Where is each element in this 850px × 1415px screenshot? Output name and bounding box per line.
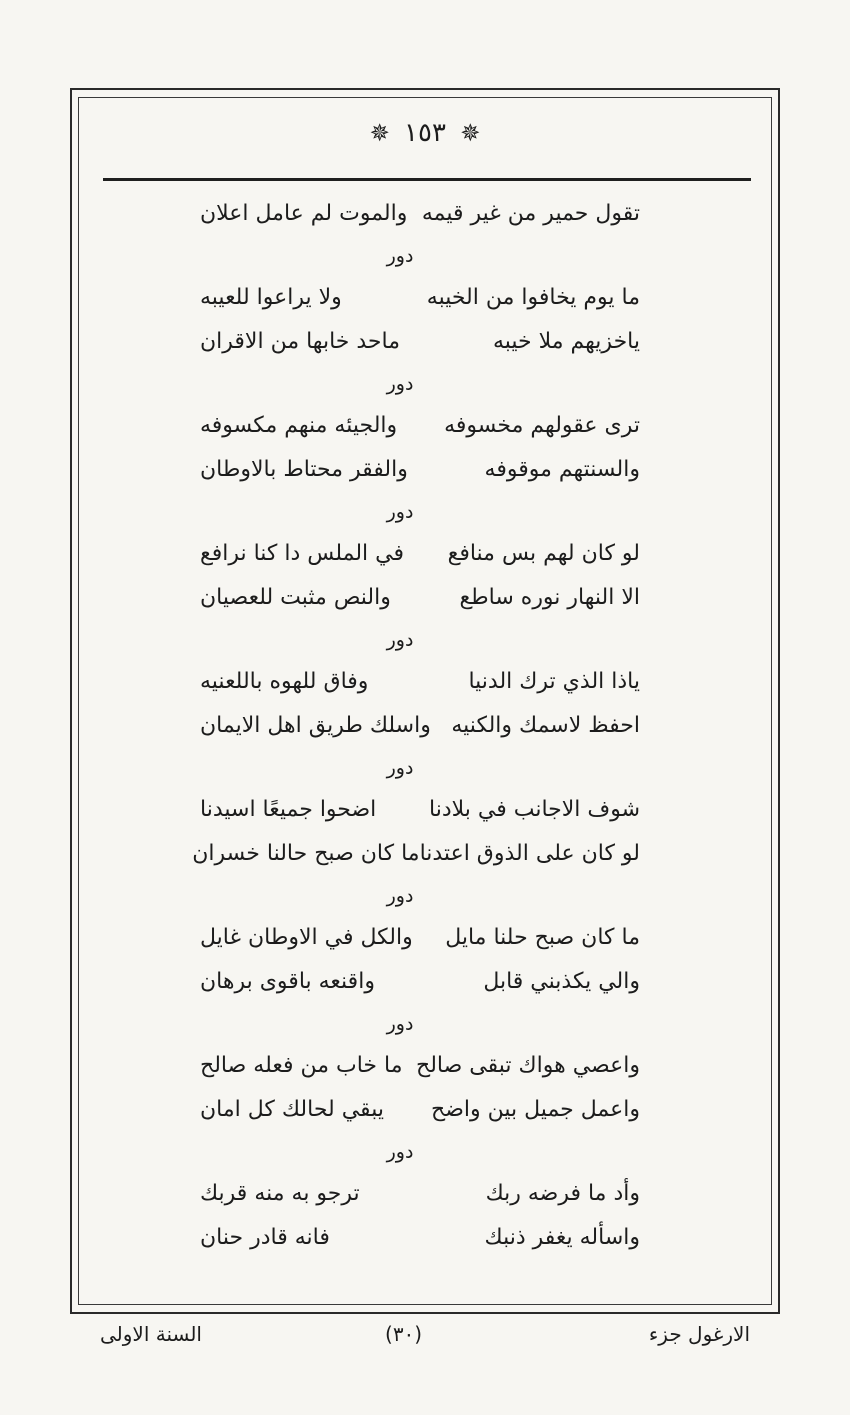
- hemistich-right: ياذا الذي ترك الدنيا: [468, 669, 640, 694]
- hemistich-right: واعصي هواك تبقى صالح: [416, 1053, 640, 1078]
- poem-line: [200, 404, 640, 448]
- hemistich-left: ما خاب من فعله صالح: [200, 1053, 403, 1078]
- poem-line: [200, 704, 640, 748]
- footer-publication: الارغول جزء: [648, 1322, 750, 1346]
- ornament-left-icon: ✵: [369, 119, 390, 147]
- hemistich-right: لو كان لهم بس منافع: [447, 541, 640, 566]
- hemistich-right: احفظ لاسمك والكنيه: [451, 713, 640, 738]
- hemistich-left: فانه قادر حنان: [200, 1225, 330, 1250]
- stanza-label-dawr: دور: [386, 501, 414, 523]
- hemistich-right: الا النهار نوره ساطع: [459, 585, 640, 610]
- hemistich-right: ياخزيهم ملا خيبه: [492, 329, 640, 354]
- stanza-label-dawr: دور: [386, 885, 414, 907]
- stanza-label-dawr: دور: [386, 373, 414, 395]
- page-number: ١٥٣: [404, 118, 446, 148]
- stanza-label-dawr: دور: [386, 245, 414, 267]
- hemistich-right: ترى عقولهم مخسوفه: [444, 413, 640, 438]
- poem-line: [200, 1216, 640, 1260]
- hemistich-left: والفقر محتاط بالاوطان: [200, 457, 408, 482]
- poem-line: [200, 1044, 640, 1088]
- hemistich-right: لو كان على الذوق اعتدنا: [419, 841, 640, 866]
- hemistich-left: ولا يراعوا للعيبه: [200, 285, 342, 310]
- poem-line: [200, 960, 640, 1004]
- stanza-label-dawr: دور: [386, 629, 414, 651]
- poem-line: [200, 916, 640, 960]
- hemistich-left: ترجو به منه قربك: [200, 1181, 360, 1206]
- hemistich-left: واسلك طريق اهل الايمان: [200, 713, 431, 738]
- hemistich-left: في الملس دا كنا نرافع: [200, 541, 405, 566]
- hemistich-left: والكل في الاوطان غايل: [200, 925, 413, 950]
- poem-line: [200, 660, 640, 704]
- hemistich-left: والنص مثبت للعصيان: [200, 585, 391, 610]
- hemistich-left: وفاق للهوه باللعنيه: [200, 669, 369, 694]
- stanza-label-dawr: دور: [386, 1141, 414, 1163]
- hemistich-left: ماحد خابها من الاقران: [200, 329, 400, 354]
- hemistich-right: والسنتهم موقوفه: [484, 457, 640, 482]
- poem-line: [200, 1088, 640, 1132]
- hemistich-left: والموت لم عامل اعلان: [200, 201, 408, 226]
- hemistich-left: ما كان صبح حالنا خسران: [192, 841, 420, 866]
- poem-line: [200, 320, 640, 364]
- poem-line: [200, 1172, 640, 1216]
- hemistich-right: واعمل جميل بين واضح: [431, 1097, 640, 1122]
- poem-line: [200, 448, 640, 492]
- stanza-label-dawr: دور: [386, 757, 414, 779]
- hemistich-left: والجيئه منهم مكسوفه: [200, 413, 398, 438]
- hemistich-right: تقول حمير من غير قيمه: [421, 201, 640, 226]
- stanza-label-dawr: دور: [386, 1013, 414, 1035]
- header-rule: [103, 178, 751, 181]
- page-footer: [100, 1322, 750, 1362]
- hemistich-left: اضحوا جميعًا اسيدنا: [200, 797, 377, 822]
- hemistich-right: واسأله يغفر ذنبك: [484, 1225, 640, 1250]
- poem-line: [192, 832, 640, 876]
- page-header: [0, 118, 850, 148]
- ornament-right-icon: ✵: [460, 119, 481, 147]
- hemistich-right: ما كان صبح حلنا مايل: [445, 925, 640, 950]
- footer-issue-number: (٣٠): [385, 1322, 423, 1346]
- hemistich-left: يبقي لحالك كل امان: [200, 1097, 384, 1122]
- hemistich-right: والي يكذبني قابل: [483, 969, 640, 994]
- footer-year: السنة الاولى: [100, 1322, 202, 1346]
- poem-line: [200, 276, 640, 320]
- poem-line: [200, 788, 640, 832]
- poem-body: [192, 192, 640, 1260]
- poem-line: [200, 192, 640, 236]
- hemistich-left: واقنعه باقوى برهان: [200, 969, 375, 994]
- hemistich-right: شوف الاجانب في بلادنا: [429, 797, 640, 822]
- hemistich-right: وأد ما فرضه ربك: [485, 1181, 640, 1206]
- hemistich-right: ما يوم يخافوا من الخيبه: [426, 285, 640, 310]
- poem-line: [200, 576, 640, 620]
- poem-line: [200, 532, 640, 576]
